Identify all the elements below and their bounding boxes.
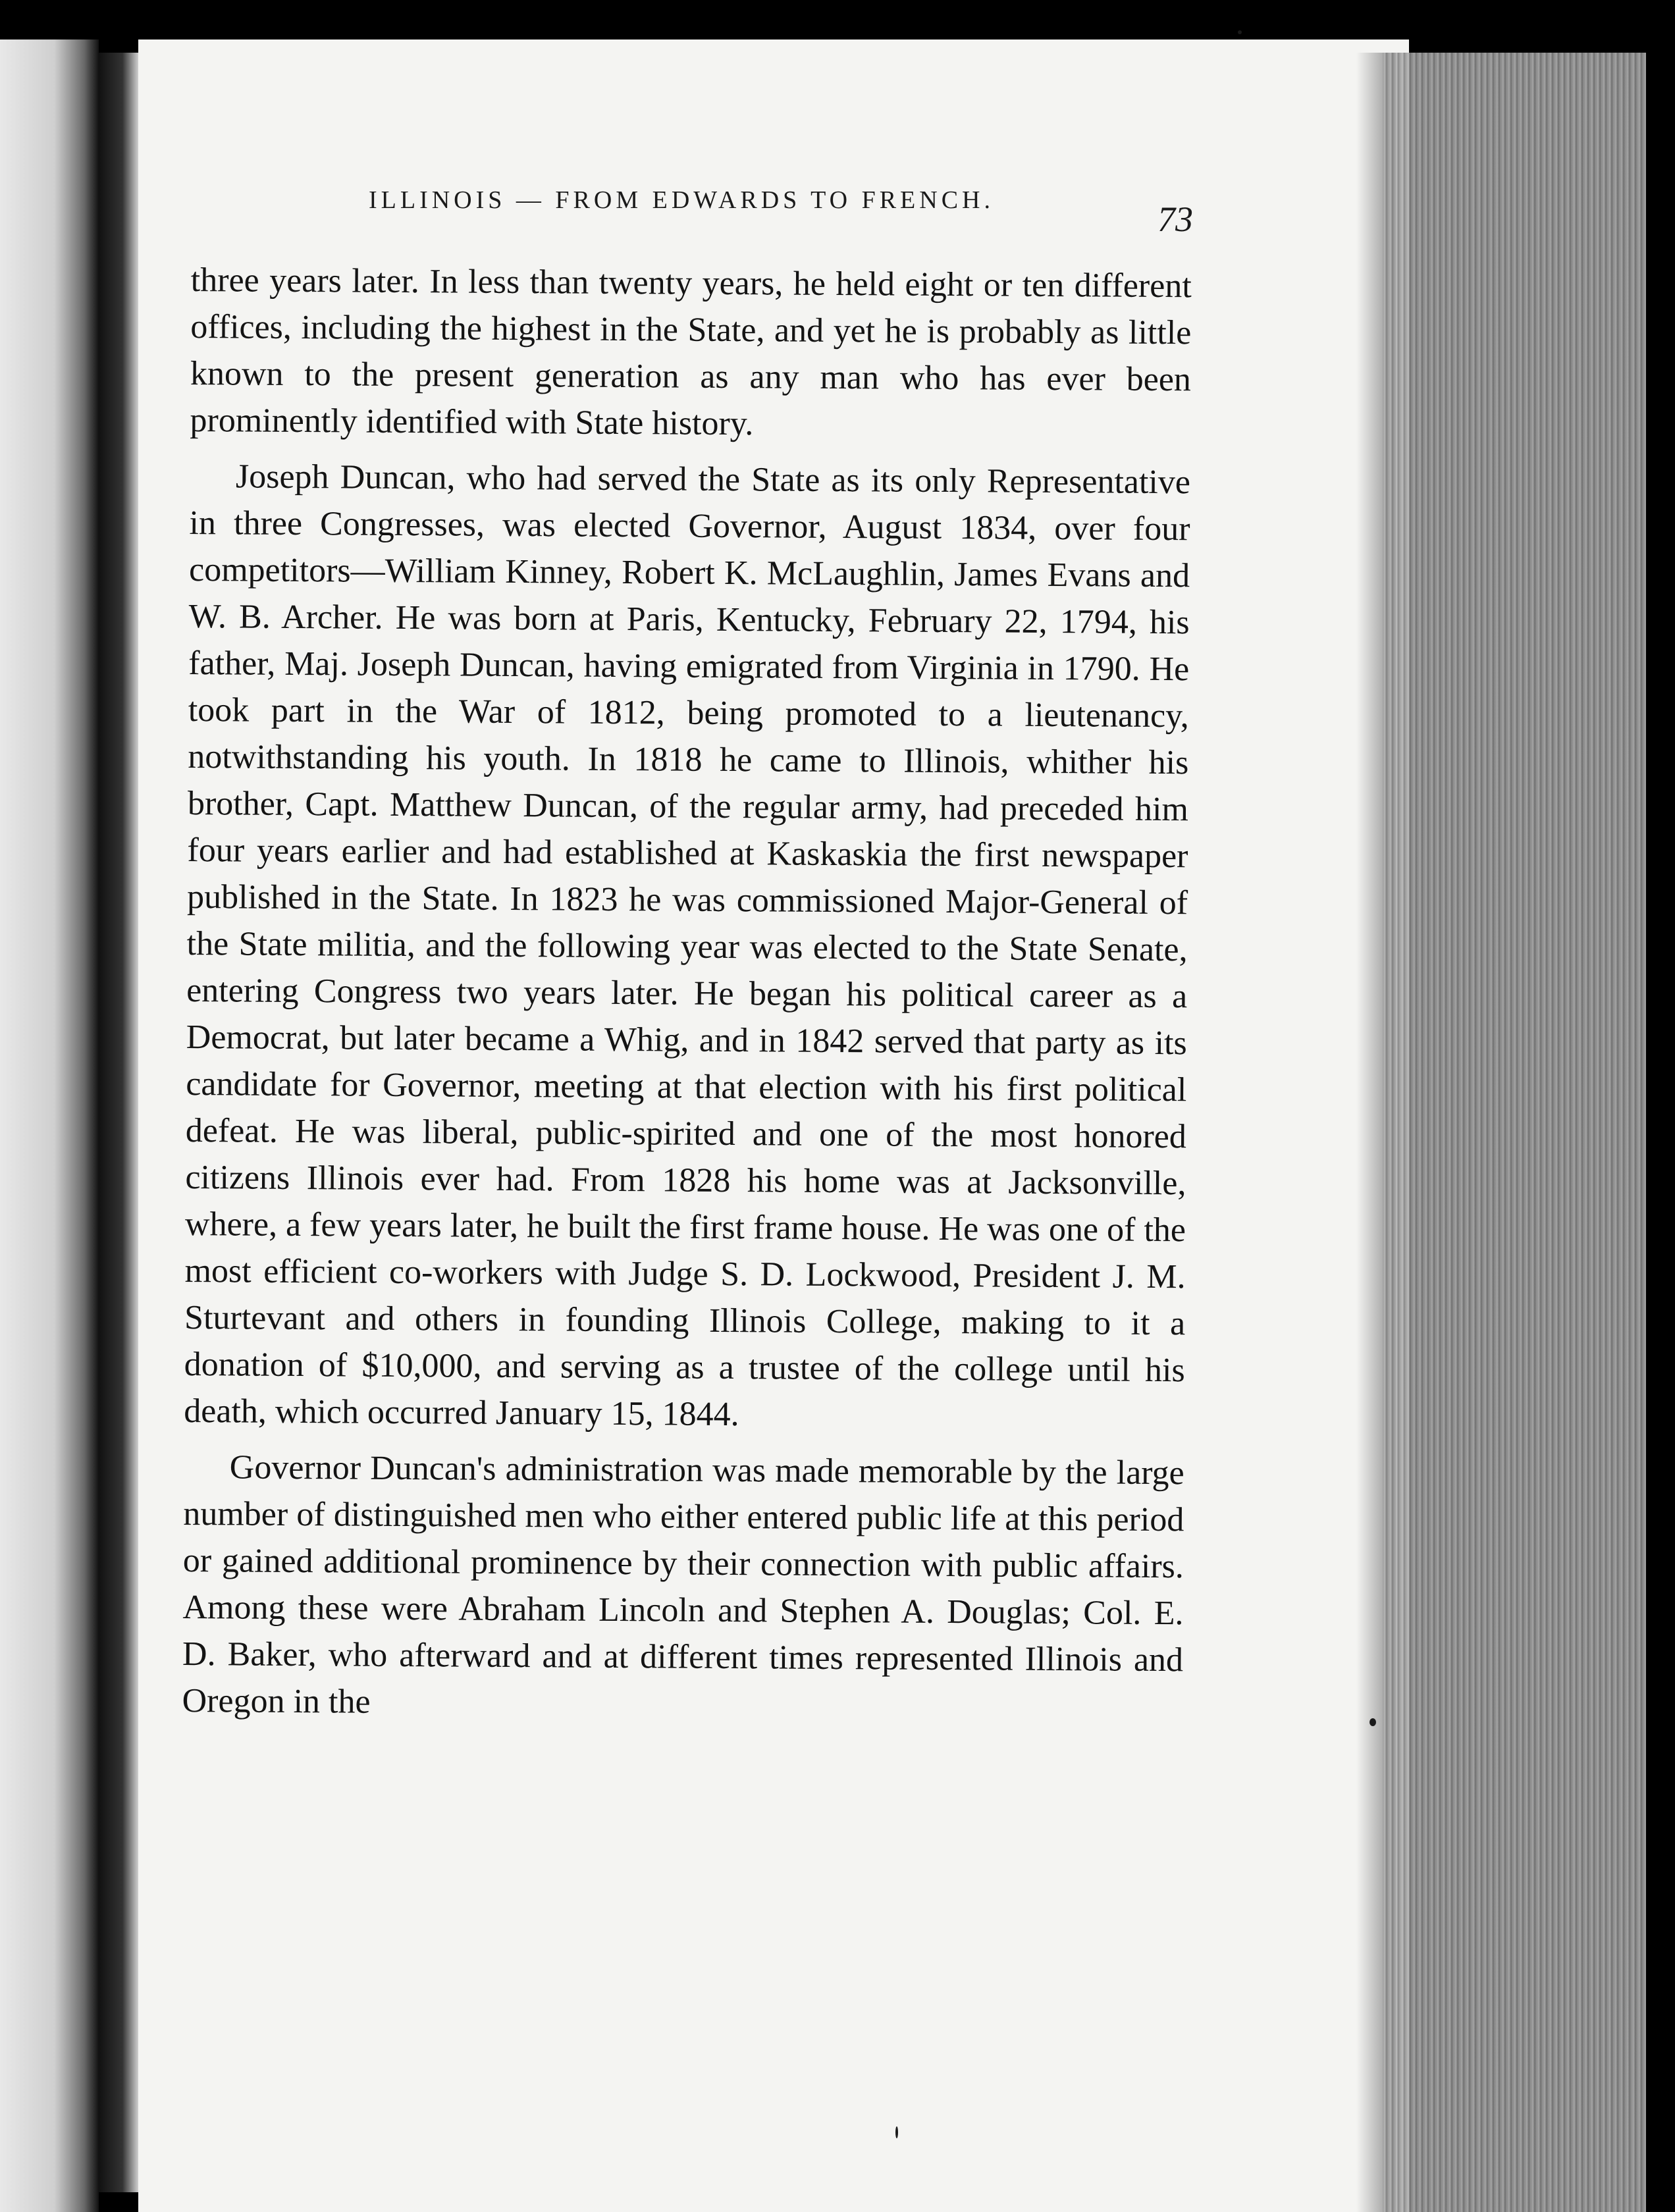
paragraph-administration: Governor Duncan's administration was made memorable by the large number of distinguished men who either entered public life at this period or gained additional prominence by their connection with public affairs. Among these were Abraham Lincoln and Stephen A. Douglas; Col. E. D. Baker, who afterward and at different times represented Illinois and Oregon in the [182, 1448, 1184, 1721]
paragraph-continued: three years later. In less than twenty years, he held eight or ten different offices, including the highest in the State, and yet he is probably as little known to the present generation as any man who has ever been prominently identified with State history. [190, 261, 1192, 443]
scan-speck [1238, 30, 1242, 34]
scan-speck [1369, 1718, 1376, 1726]
body-text [182, 257, 1192, 1739]
running-head: ILLINOIS — FROM EDWARDS TO FRENCH. [369, 186, 994, 214]
scan-speck [895, 2126, 898, 2138]
page-number: 73 [1157, 199, 1193, 239]
scan-border [1646, 0, 1675, 2212]
left-page-edge [0, 40, 99, 2212]
stacked-page-edges [1383, 53, 1646, 2212]
book-gutter [99, 53, 138, 2192]
paragraph-joseph-duncan: Joseph Duncan, who had served the State as its only Representative in three Congresses, was elected Governor, August 1834, over four competitors—William Kinney, Robert K. McLaughlin, James Evans and W. B. Archer. He was born at Paris, Kentucky, February 22, 1794, his father, Maj. Joseph Duncan, having emigrated from Virginia in 1790. He took part in the War of 1812, being promoted to a lieutenancy, notwithstanding his youth. In 1818 he came to Illinois, whither his brother, Capt. Matthew Duncan, of the regular army, had preceded him four years earlier and had established at Kaskaskia the first newspaper published in the State. In 1823 he was commissioned Major-General of the State militia, and the following year was elected to the State Senate, entering Congress two years later. He began his political career as a Democrat, but later became a Whig, and in 1842 served that party as its candidate for Governor, meeting at that election with his first political defeat. He was liberal, public-spirited and one of the most honored citizens Illinois ever had. From 1828 his home was at Jacksonville, where, a few years later, he built the first frame house. He was one of the most efficient co-workers with Judge S. D. Lockwood, President J. M. Sturtevant and others in founding Illinois College, making to it a donation of $10,000, and serving as a trustee of the college until his death, which occurred January 15, 1844. [184, 458, 1191, 1434]
